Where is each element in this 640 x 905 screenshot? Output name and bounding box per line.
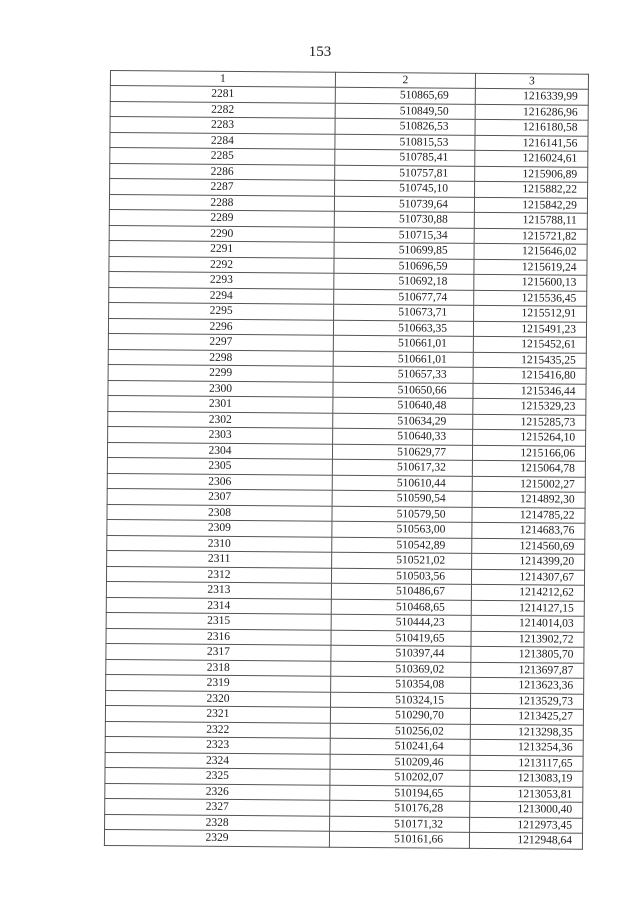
x-coordinate-cell: 510397,44 — [331, 645, 471, 662]
y-coordinate-cell: 1212948,64 — [469, 832, 582, 848]
point-number-cell: 2317 — [106, 643, 331, 660]
point-number-cell: 2313 — [106, 581, 331, 598]
x-coordinate-cell: 510542,89 — [332, 537, 472, 554]
x-coordinate-cell: 510745,10 — [335, 180, 475, 197]
point-number-cell: 2294 — [109, 287, 334, 304]
x-coordinate-cell: 510486,67 — [331, 583, 471, 600]
y-coordinate-cell: 1215512,91 — [474, 305, 587, 321]
y-coordinate-cell: 1214683,76 — [472, 522, 585, 538]
y-coordinate-cell: 1213083,19 — [470, 770, 583, 786]
y-coordinate-cell: 1216141,56 — [475, 135, 588, 151]
x-coordinate-cell: 510739,64 — [334, 196, 474, 213]
x-coordinate-cell: 510629,77 — [332, 444, 472, 461]
point-number-cell: 2285 — [110, 148, 335, 165]
point-number-cell: 2303 — [108, 426, 333, 443]
x-coordinate-cell: 510354,08 — [331, 676, 471, 693]
y-coordinate-cell: 1214212,62 — [471, 584, 584, 600]
x-coordinate-cell: 510419,65 — [331, 630, 471, 647]
coordinates-table-wrapper — [104, 70, 588, 849]
y-coordinate-cell: 1216339,99 — [475, 88, 588, 104]
y-coordinate-cell: 1215842,29 — [474, 197, 587, 213]
x-coordinate-cell: 510657,33 — [333, 366, 473, 383]
x-coordinate-cell: 510324,15 — [331, 692, 471, 709]
point-number-cell: 2295 — [109, 302, 334, 319]
column-header-2: 2 — [335, 72, 475, 88]
point-number-cell: 2305 — [107, 457, 332, 474]
page-number: 153 — [308, 44, 332, 60]
y-coordinate-cell: 1216024,61 — [475, 150, 588, 166]
point-number-cell: 2293 — [109, 271, 334, 288]
point-number-cell: 2327 — [105, 798, 330, 815]
y-coordinate-cell: 1214399,20 — [472, 553, 585, 569]
y-coordinate-cell: 1215882,22 — [475, 181, 588, 197]
x-coordinate-cell: 510849,50 — [335, 103, 475, 120]
y-coordinate-cell: 1215002,27 — [472, 476, 585, 492]
y-coordinate-cell: 1213254,36 — [470, 739, 583, 755]
y-coordinate-cell: 1215064,78 — [472, 460, 585, 476]
point-number-cell: 2311 — [107, 550, 332, 567]
point-number-cell: 2302 — [108, 411, 333, 428]
point-number-cell: 2329 — [104, 829, 329, 846]
point-number-cell: 2283 — [110, 117, 335, 134]
x-coordinate-cell: 510815,53 — [335, 134, 475, 151]
x-coordinate-cell: 510634,29 — [333, 413, 473, 430]
y-coordinate-cell: 1215536,45 — [474, 290, 587, 306]
y-coordinate-cell: 1215491,23 — [473, 321, 586, 337]
y-coordinate-cell: 1215264,10 — [473, 429, 586, 445]
table-body — [104, 86, 588, 849]
y-coordinate-cell: 1215452,61 — [473, 336, 586, 352]
x-coordinate-cell: 510730,88 — [334, 211, 474, 228]
point-number-cell: 2300 — [108, 380, 333, 397]
y-coordinate-cell: 1213053,81 — [470, 786, 583, 802]
y-coordinate-cell: 1213697,87 — [471, 662, 584, 678]
y-coordinate-cell: 1213000,40 — [470, 801, 583, 817]
x-coordinate-cell: 510650,66 — [333, 382, 473, 399]
point-number-cell: 2307 — [107, 488, 332, 505]
column-header-1: 1 — [110, 71, 335, 88]
point-number-cell: 2322 — [105, 721, 330, 738]
x-coordinate-cell: 510785,41 — [335, 149, 475, 166]
point-number-cell: 2296 — [108, 318, 333, 335]
x-coordinate-cell: 510617,32 — [332, 459, 472, 476]
point-number-cell: 2325 — [105, 767, 330, 784]
y-coordinate-cell: 1216286,96 — [475, 104, 588, 120]
x-coordinate-cell: 510444,23 — [331, 614, 471, 631]
x-coordinate-cell: 510202,07 — [330, 769, 470, 786]
x-coordinate-cell: 510369,02 — [331, 661, 471, 678]
point-number-cell: 2286 — [110, 163, 335, 180]
y-coordinate-cell: 1215166,06 — [472, 445, 585, 461]
point-number-cell: 2299 — [108, 364, 333, 381]
x-coordinate-cell: 510563,00 — [332, 521, 472, 538]
x-coordinate-cell: 510692,18 — [334, 273, 474, 290]
point-number-cell: 2298 — [108, 349, 333, 366]
x-coordinate-cell: 510673,71 — [334, 304, 474, 321]
point-number-cell: 2309 — [107, 519, 332, 536]
point-number-cell: 2292 — [109, 256, 334, 273]
y-coordinate-cell: 1215619,24 — [474, 259, 587, 275]
point-number-cell: 2316 — [106, 628, 331, 645]
y-coordinate-cell: 1213623,36 — [471, 677, 584, 693]
x-coordinate-cell: 510826,53 — [335, 118, 475, 135]
x-coordinate-cell: 510610,44 — [332, 475, 472, 492]
point-number-cell: 2318 — [106, 659, 331, 676]
y-coordinate-cell: 1216180,58 — [475, 119, 588, 135]
x-coordinate-cell: 510661,01 — [333, 351, 473, 368]
coordinates-table — [104, 70, 589, 849]
y-coordinate-cell: 1215329,23 — [473, 398, 586, 414]
point-number-cell: 2319 — [106, 674, 331, 691]
y-coordinate-cell: 1213117,65 — [470, 755, 583, 771]
x-coordinate-cell: 510699,85 — [334, 242, 474, 259]
point-number-cell: 2281 — [110, 86, 335, 103]
point-number-cell: 2314 — [106, 597, 331, 614]
x-coordinate-cell: 510757,81 — [335, 165, 475, 182]
point-number-cell: 2324 — [105, 752, 330, 769]
x-coordinate-cell: 510194,65 — [330, 785, 470, 802]
y-coordinate-cell: 1214127,15 — [471, 600, 584, 616]
x-coordinate-cell: 510715,34 — [334, 227, 474, 244]
y-coordinate-cell: 1213902,72 — [471, 631, 584, 647]
x-coordinate-cell: 510171,32 — [330, 816, 470, 833]
x-coordinate-cell: 510503,56 — [331, 568, 471, 585]
x-coordinate-cell: 510161,66 — [329, 831, 469, 848]
x-coordinate-cell: 510865,69 — [335, 87, 475, 104]
y-coordinate-cell: 1213298,35 — [470, 724, 583, 740]
x-coordinate-cell: 510640,48 — [333, 397, 473, 414]
x-coordinate-cell: 510640,33 — [333, 428, 473, 445]
point-number-cell: 2291 — [109, 240, 334, 257]
x-coordinate-cell: 510663,35 — [333, 320, 473, 337]
x-coordinate-cell: 510677,74 — [334, 289, 474, 306]
point-number-cell: 2323 — [105, 736, 330, 753]
x-coordinate-cell: 510290,70 — [330, 707, 470, 724]
x-coordinate-cell: 510209,46 — [330, 754, 470, 771]
point-number-cell: 2304 — [107, 442, 332, 459]
column-header-3: 3 — [475, 73, 588, 89]
point-number-cell: 2284 — [110, 132, 335, 149]
x-coordinate-cell: 510241,64 — [330, 738, 470, 755]
point-number-cell: 2287 — [110, 179, 335, 196]
x-coordinate-cell: 510696,59 — [334, 258, 474, 275]
y-coordinate-cell: 1214560,69 — [472, 538, 585, 554]
point-number-cell: 2290 — [109, 225, 334, 242]
x-coordinate-cell: 510176,28 — [330, 800, 470, 817]
y-coordinate-cell: 1213425,27 — [470, 708, 583, 724]
y-coordinate-cell: 1215600,13 — [474, 274, 587, 290]
y-coordinate-cell: 1212973,45 — [470, 817, 583, 833]
point-number-cell: 2312 — [106, 566, 331, 583]
point-number-cell: 2289 — [109, 209, 334, 226]
point-number-cell: 2328 — [105, 814, 330, 831]
y-coordinate-cell: 1215346,44 — [473, 383, 586, 399]
x-coordinate-cell: 510661,01 — [333, 335, 473, 352]
x-coordinate-cell: 510521,02 — [332, 552, 472, 569]
y-coordinate-cell: 1215646,02 — [474, 243, 587, 259]
point-number-cell: 2315 — [106, 612, 331, 629]
point-number-cell: 2297 — [108, 333, 333, 350]
y-coordinate-cell: 1214785,22 — [472, 507, 585, 523]
y-coordinate-cell: 1213805,70 — [471, 646, 584, 662]
table-row — [104, 829, 582, 848]
point-number-cell: 2288 — [109, 194, 334, 211]
y-coordinate-cell: 1214892,30 — [472, 491, 585, 507]
point-number-cell: 2306 — [107, 473, 332, 490]
point-number-cell: 2326 — [105, 783, 330, 800]
point-number-cell: 2310 — [107, 535, 332, 552]
y-coordinate-cell: 1214014,03 — [471, 615, 584, 631]
y-coordinate-cell: 1215285,73 — [473, 414, 586, 430]
y-coordinate-cell: 1215788,11 — [474, 212, 587, 228]
x-coordinate-cell: 510590,54 — [332, 490, 472, 507]
x-coordinate-cell: 510468,65 — [331, 599, 471, 616]
point-number-cell: 2321 — [105, 705, 330, 722]
y-coordinate-cell: 1215721,82 — [474, 228, 587, 244]
point-number-cell: 2308 — [107, 504, 332, 521]
point-number-cell: 2320 — [106, 690, 331, 707]
point-number-cell: 2301 — [108, 395, 333, 412]
y-coordinate-cell: 1215416,80 — [473, 367, 586, 383]
point-number-cell: 2282 — [110, 101, 335, 118]
y-coordinate-cell: 1214307,67 — [471, 569, 584, 585]
y-coordinate-cell: 1213529,73 — [470, 693, 583, 709]
x-coordinate-cell: 510256,02 — [330, 723, 470, 740]
y-coordinate-cell: 1215906,89 — [475, 166, 588, 182]
y-coordinate-cell: 1215435,25 — [473, 352, 586, 368]
x-coordinate-cell: 510579,50 — [332, 506, 472, 523]
